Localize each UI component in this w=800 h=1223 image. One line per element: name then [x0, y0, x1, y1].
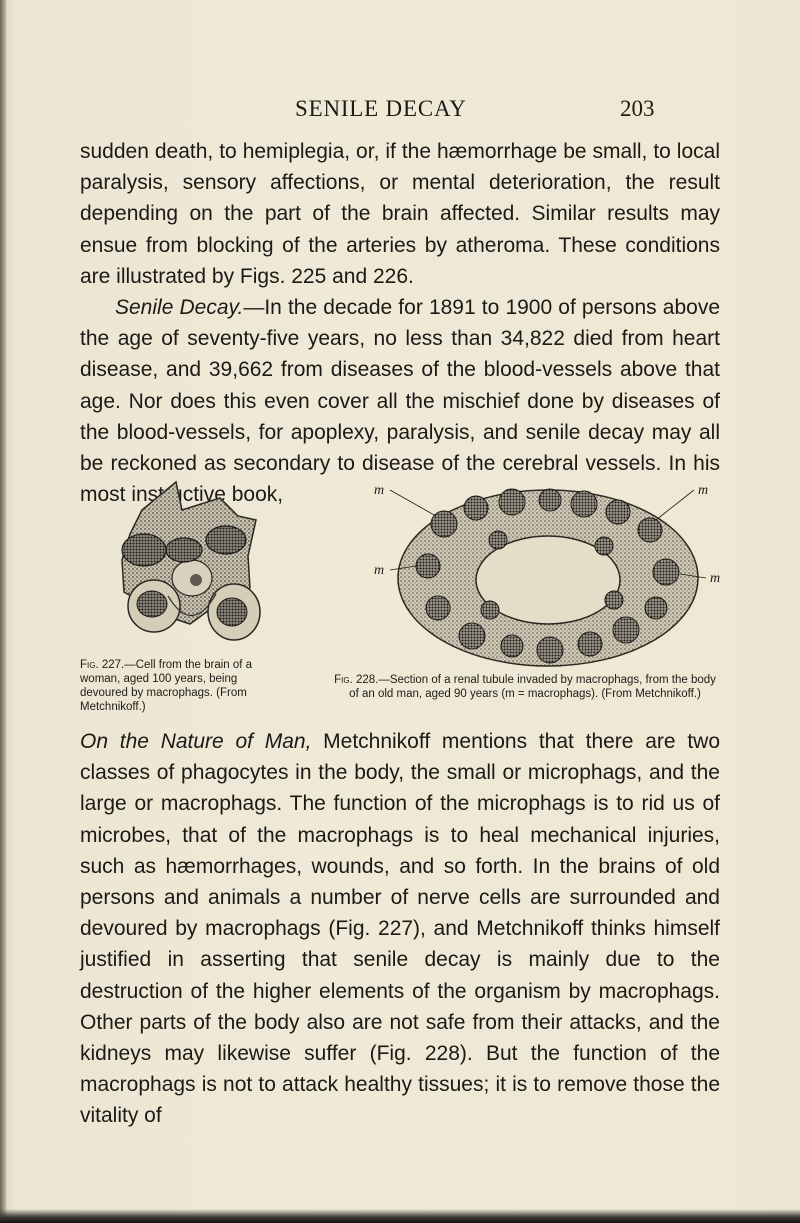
page-bottom-shadow [0, 1209, 800, 1223]
fig228-marker-top-right: m [698, 483, 709, 498]
paragraph-1: sudden death, to hemiplegia, or, if the hæmorrhage be small, to local paralysis, sensory affections, or mental deterioration, the result depending on the part of the brain affected. Similar results may ensue from blocking of the arteries by atheroma. These conditions are illustrated by Figs. 225 and 226. [80, 140, 720, 288]
fig228-marker-right: m [710, 571, 721, 586]
figure-227-illustration [108, 476, 270, 656]
paragraph-3 [80, 726, 720, 1132]
page-number: 203 [620, 96, 655, 121]
section-heading-senile-decay: Senile Decay. [115, 296, 244, 320]
paragraph-2-body: —In the decade for 1891 to 1900 of persons above the age of seventy-five years, no less than 34,822 died from heart disease, and 39,662 from diseases of the blood-vessels above that age. Nor does this even cover all the mischief done by diseases of the blood-vessels, for apoplexy, paralysis, and senile decay may all be reckoned as secondary to disease of the cerebral vessels. In his most instructive book, [80, 296, 720, 507]
body-text-top [80, 136, 720, 510]
running-head: SENILE DECAY [295, 96, 467, 121]
page-header [0, 96, 800, 126]
figure-228-illustration [368, 480, 728, 676]
figure-228-caption-text: —Section of a renal tubule invaded by macrophags, from the body of an old man, aged 90 years (m = macrophags). (From Metchnikoff.) [349, 674, 716, 700]
paragraph-3-body: Metchnikoff mentions that there are two classes of phagocytes in the body, the small or microphags, and the large or macrophags. The function of the microphags is to rid us of microbes, that of the macrophags is to heal mechanical injuries, such as hæmorrhages, wounds, and so forth. In the brains of old persons and animals a number of nerve cells are surrounded and devoured by macrophags (Fig. 227), and Metchnikoff thinks himself justified in asserting that senile decay is mainly due to the destruction of the higher elements of the organism by macrophags. Other parts of the body also are not safe from their attacks, and the kidneys may likewise suffer (Fig. 228). But the function of the macrophags is not to attack healthy tissues; it is to remove those the vitality of [80, 730, 720, 1128]
figure-228-label: Fig. 228. [334, 674, 379, 686]
figure-228-caption [330, 673, 720, 701]
figure-227-caption [80, 658, 284, 714]
body-text-bottom [80, 726, 720, 1132]
book-title: On the Nature of Man, [80, 730, 312, 753]
page-gutter-shadow [0, 0, 7, 1223]
fig228-marker-left: m [374, 563, 385, 578]
figure-227-label: Fig. 227. [80, 659, 125, 671]
figure-227-caption-text: —Cell from the brain of a woman, aged 100 years, being devoured by macrophags. (From Metchnikoff.) [80, 659, 253, 713]
fig228-marker-top-left: m [374, 483, 385, 498]
